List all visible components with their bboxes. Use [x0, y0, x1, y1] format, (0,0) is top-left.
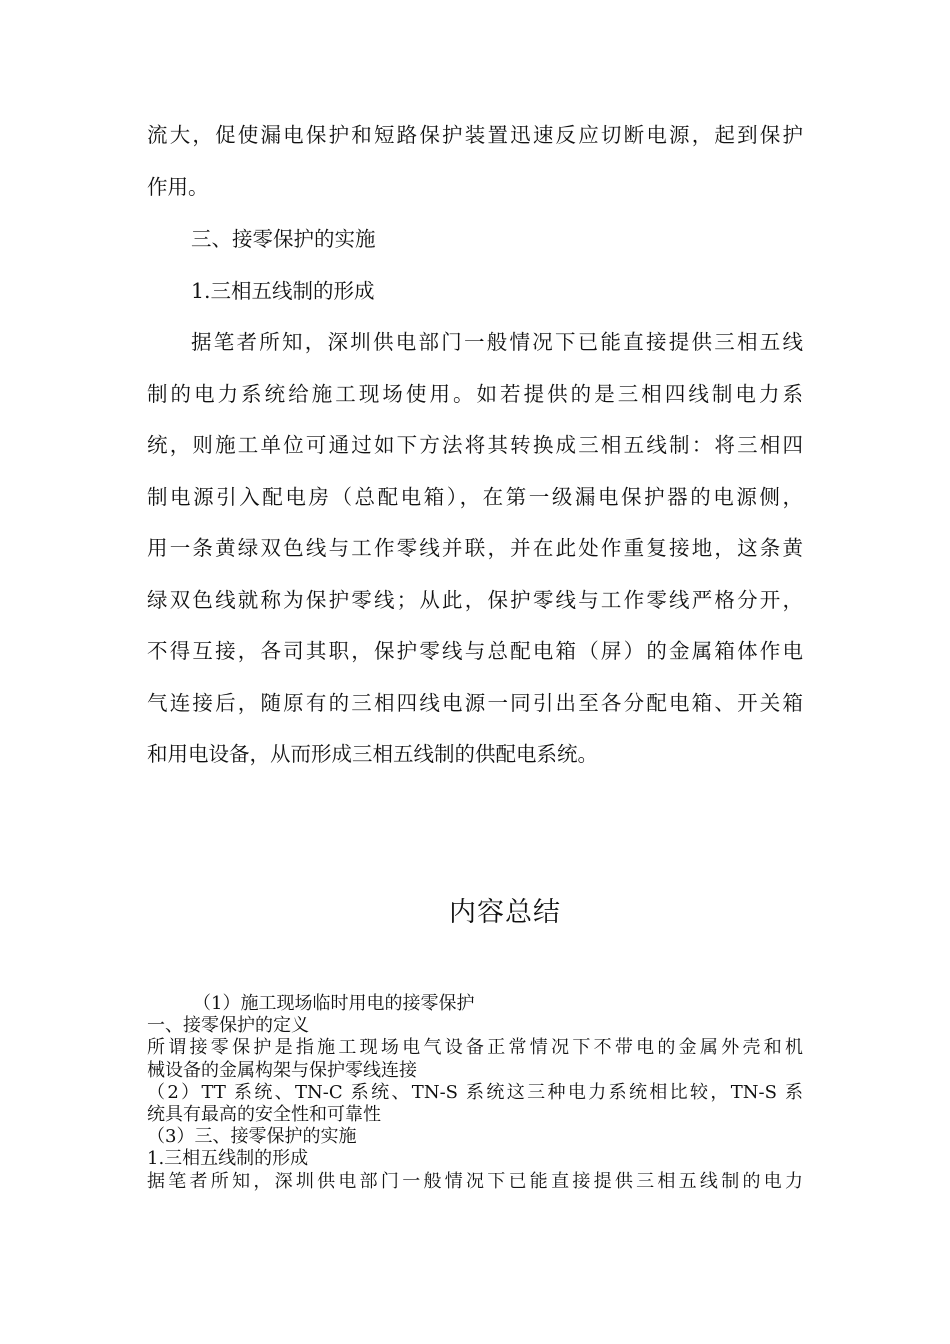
paragraph-line: 据笔者所知，深圳供电部门一般情况下已能直接提供三相五线 [191, 330, 803, 354]
section-heading [147, 214, 803, 317]
summary-line: 据笔者所知，深圳供电部门一般情况下已能直接提供三相五线制的电力 [147, 1170, 803, 1192]
paragraph-line: 和用电设备，从而形成三相五线制的供配电系统。 [147, 742, 598, 766]
paragraph-main [147, 317, 803, 781]
paragraph-line: 用一条黄绿双色线与工作零线并联，并在此处作重复接地，这条黄 [147, 536, 803, 560]
summary-heading: 内容总结 [449, 897, 561, 928]
summary-line: 1.三相五线制的形成 [147, 1148, 309, 1170]
summary-line: （2）TT 系统、TN-C 系统、TN-S 系统这三种电力系统相比较，TN-S 系 [147, 1081, 803, 1103]
summary-line: 统具有最高的安全性和可靠性 [147, 1104, 381, 1126]
paragraph-line: 不得互接，各司其职，保护零线与总配电箱（屏）的金属箱体作电 [147, 639, 803, 663]
summary-block [147, 993, 803, 1193]
section-title: 三、接零保护的实施 [191, 227, 376, 251]
paragraph-top [147, 110, 803, 213]
paragraph-line: 绿双色线就称为保护零线；从此，保护零线与工作零线严格分开， [147, 587, 803, 612]
summary-line: 械设备的金属构架与保护零线连接 [147, 1059, 417, 1081]
paragraph-line: 流大，促使漏电保护和短路保护装置迅速反应切断电源，起到保护 [147, 123, 803, 147]
section-subtitle: 1.三相五线制的形成 [191, 278, 375, 303]
summary-line: 一、接零保护的定义 [147, 1015, 309, 1037]
summary-line: （3）三、接零保护的实施 [147, 1126, 357, 1148]
paragraph-line: 制电源引入配电房（总配电箱），在第一级漏电保护器的电源侧， [147, 484, 803, 509]
summary-line: （1）施工现场临时用电的接零保护 [193, 993, 475, 1014]
paragraph-line: 作用。 [147, 174, 209, 199]
paragraph-line: 制的电力系统给施工现场使用。如若提供的是三相四线制电力系 [147, 381, 803, 406]
summary-line: 所谓接零保护是指施工现场电气设备正常情况下不带电的金属外壳和机 [147, 1037, 803, 1059]
paragraph-line: 气连接后，随原有的三相四线电源一同引出至各分配电箱、开关箱 [147, 690, 803, 715]
paragraph-line: 统，则施工单位可通过如下方法将其转换成三相五线制：将三相四 [147, 433, 803, 457]
